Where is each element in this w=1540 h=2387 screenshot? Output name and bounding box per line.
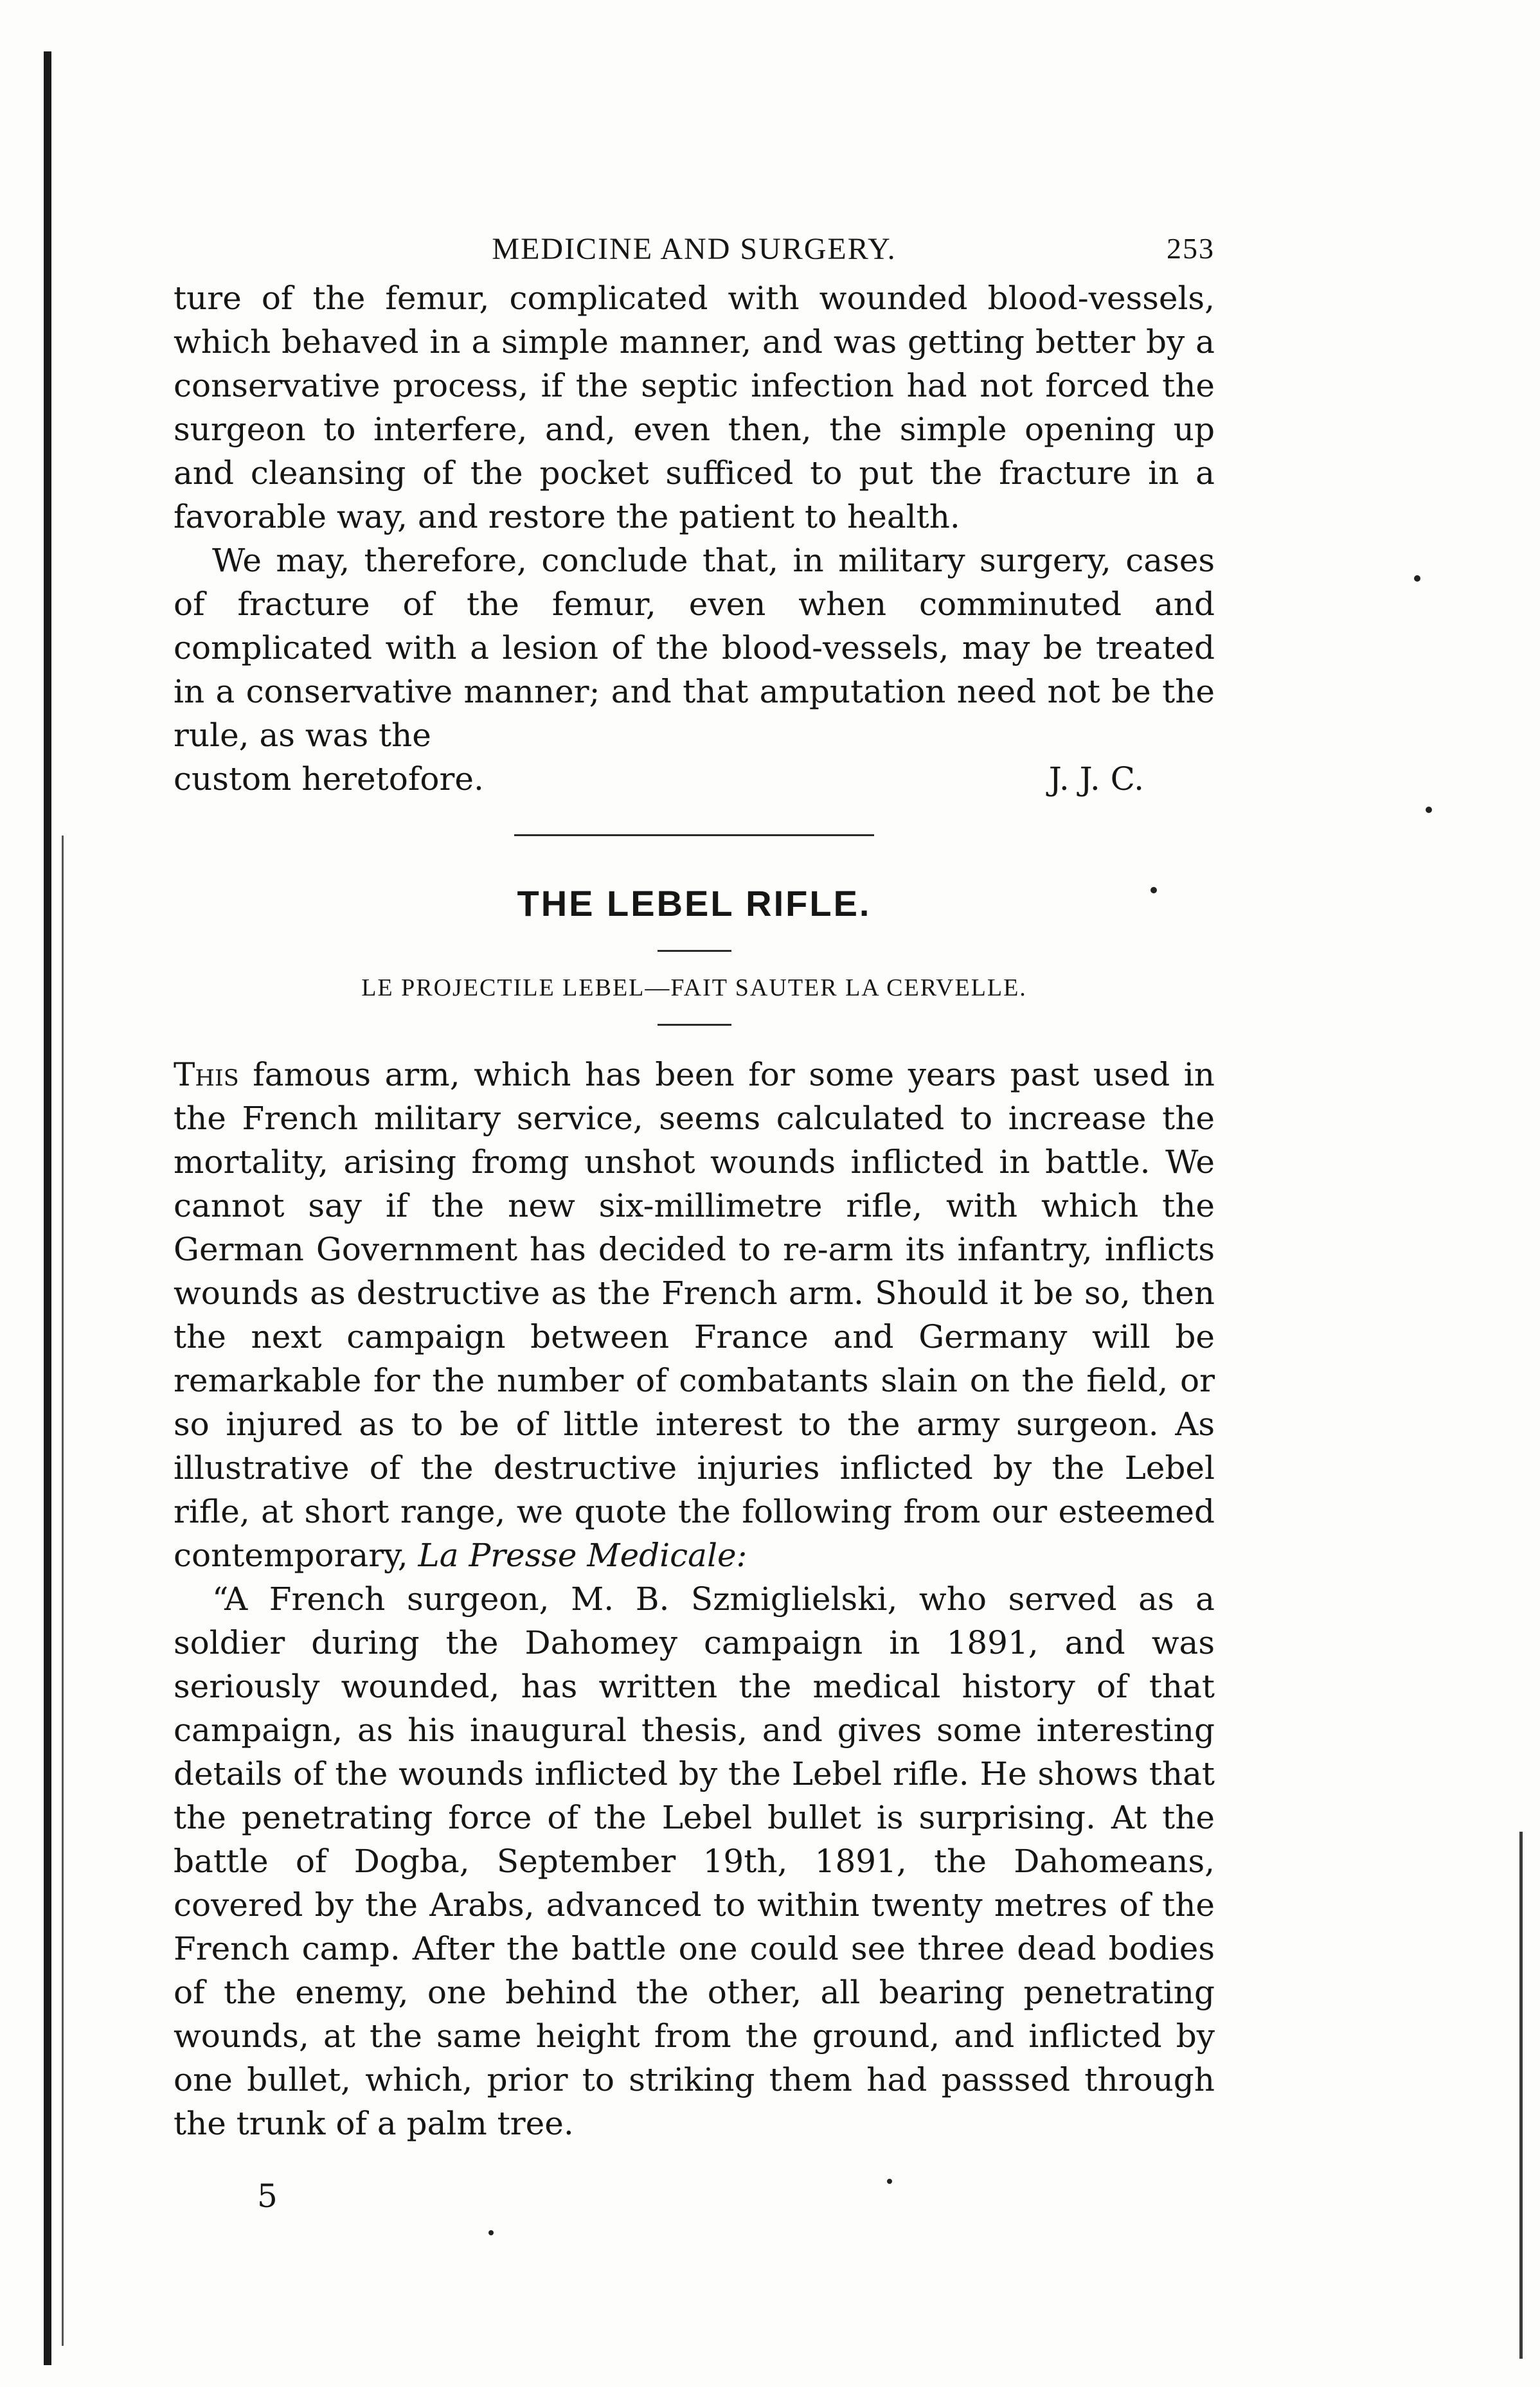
page: [174, 219, 1215, 2215]
article-paragraph-1-text: famous arm, which has been for some years past used in the French military service, seems calculated to increase the mortality, arising fromg unshot wounds inflicted in battle. We cannot say if the new six-millimetre rifle, with which the German Government has decided to re-arm its infantry, inflicts wounds as destructive as the French arm. Should it be so, then the next campaign between France and Germany will be remarkable for the number of combatants slain on the field, or so injured as to be of little interest to the army surgeon. As illustrative of the destructive injuries inflicted by the Lebel rifle, at short range, we quote the following from our esteemed contemporary,: [174, 1056, 1215, 1574]
author-initials: J. J. C.: [1048, 760, 1144, 798]
article-title: THE LEBEL RIFLE.: [517, 883, 872, 924]
article-paragraph-1: [174, 1053, 1215, 1577]
conclusion-paragraph: [174, 539, 1215, 757]
article-paragraph-2: “A French surgeon, M. B. Szmiglielski, who served as a soldier during the Dahomey campaign in 1891, and was seriously wounded, has written the medical history of that campaign, as his inaugural thesis, and gives some interesting details of the wounds inflicted by the Lebel rifle. He shows that the penetrating force of the Lebel bullet is surprising. At the battle of Dogba, September 19th, 1891, the Dahomeans, covered by the Arabs, advanced to within twenty metres of the French camp. After the battle one could see three dead bodies of the enemy, one behind the other, all bearing penetrating wounds, at the same height from the ground, and inflicted by one bullet, which, prior to striking them had passsed through the trunk of a palm tree.: [174, 1580, 1215, 2142]
conclusion-text: We may, therefore, conclude that, in military surgery, cases of fracture of the femur, even when comminuted and complicated with a lesion of the blood-vessels, may be treated in a conservative manner; and that amputation need not be the rule, as was the: [174, 542, 1215, 754]
scan-speck: [1414, 575, 1420, 582]
running-title: MEDICINE AND SURGERY.: [492, 232, 897, 266]
scan-binding-shadow: [62, 836, 64, 2346]
signature-line: [174, 757, 1215, 801]
page-number: 253: [1167, 232, 1215, 265]
scan-binding-edge: [44, 51, 51, 2365]
scan-right-edge: [1519, 1832, 1523, 2359]
subtitle-rule: [658, 1024, 731, 1026]
lead-word: This: [174, 1056, 239, 1093]
scan-speck: [488, 2230, 494, 2235]
signature-mark: 5: [257, 2177, 278, 2215]
journal-name: La Presse Medicale:: [418, 1537, 748, 1574]
article-subtitle: LE PROJECTILE LEBEL—FAIT SAUTER LA CERVELLE.: [361, 974, 1027, 1001]
scan-speck: [1426, 807, 1432, 813]
running-head: [174, 219, 1215, 276]
title-rule: [658, 950, 731, 952]
continuation-paragraph: ture of the femur, complicated with wounded blood-vessels, which behaved in a simple manner, and was getting better by a conservative process, if the septic infection had not forced the surgeon to interfere, and, even then, the simple opening up and cleansing of the pocket sufficed to put the fracture in a favorable way, and restore the patient to health.: [174, 280, 1215, 535]
conclusion-last-line: custom heretofore.: [174, 760, 484, 798]
section-divider: [514, 834, 874, 836]
